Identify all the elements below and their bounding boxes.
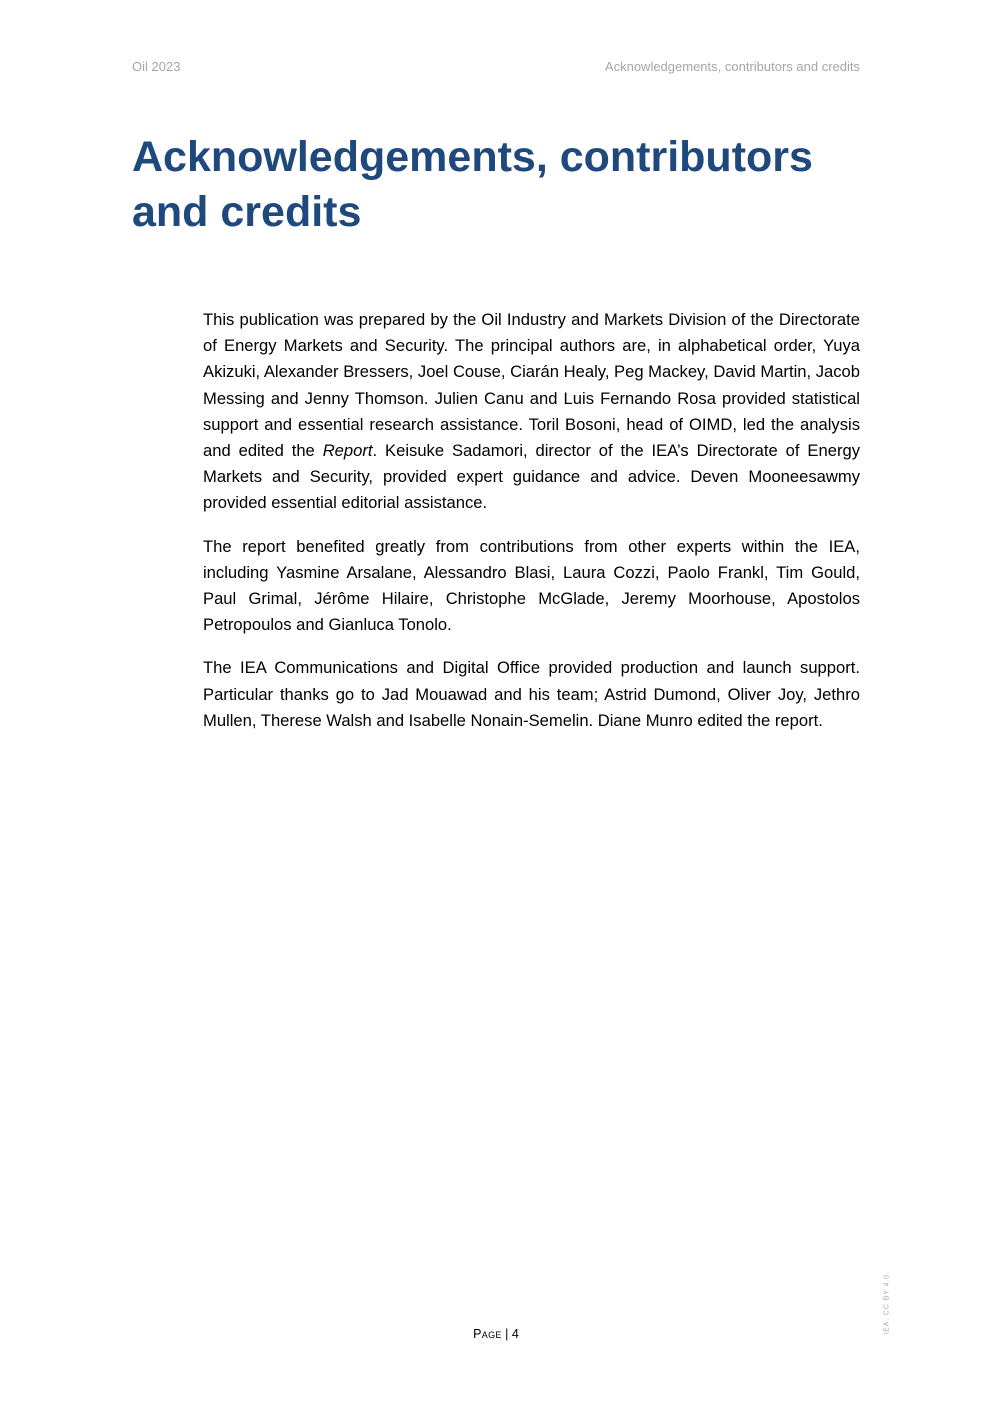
body-text	[203, 307, 860, 751]
paragraph-communications: The IEA Communications and Digital Office provided production and launch support. Particular thanks go to Jad Mouawad and his team; Astrid Dumond, Oliver Joy, Jethro Mullen, Therese Walsh and Isabelle Nonain-Semelin. Diane Munro edited the report.	[203, 658, 860, 730]
paragraph-contributors: The report benefited greatly from contributions from other experts within the IEA, including Yasmine Arsalane, Alessandro Blasi, Laura Cozzi, Paolo Frankl, Tim Gould, Paul Grimal, Jérôme Hilaire, Christophe McGlade, Jeremy Moorhouse, Apostolos Petropoulos and Gianluca Tonolo.	[203, 536, 860, 635]
page-title: Acknowledgements, contributors and credits	[132, 133, 813, 236]
paragraph-authors-text-end: . Keisuke Sadamori, director of the IEA’s Directorate of Energy Markets and Security, provided expert guidance and advice. Deven Mooneesawmy provided essential editorial assistance.	[203, 441, 860, 513]
paragraph-authors-text-start: This publication was prepared by the Oil Industry and Markets Division of the Directorate of Energy Markets and Security. The principal authors are, in alphabetical order, Yuya Akizuki, Alexander Bressers, Joel Couse, Ciarán Healy, Peg Mackey, David Martin, Jacob Messing and Jenny Thomson. Julien Canu and Luis Fernando Rosa provided statistical support and essential research assistance. Toril Bosoni, head of OIMD, led the analysis and edited the	[203, 310, 860, 461]
page-separator: |	[501, 1327, 512, 1341]
running-header-report-name: Oil 2023	[132, 59, 181, 74]
report-italic-word: Report	[322, 441, 373, 461]
running-header-section-name: Acknowledgements, contributors and credits	[604, 59, 860, 74]
paragraph-authors	[203, 307, 860, 517]
page-number-footer	[0, 1327, 992, 1341]
page-number: 4	[511, 1327, 519, 1341]
page-label: Page	[473, 1327, 502, 1341]
license-watermark: IEA. CC BY 4.0.	[883, 1271, 891, 1335]
